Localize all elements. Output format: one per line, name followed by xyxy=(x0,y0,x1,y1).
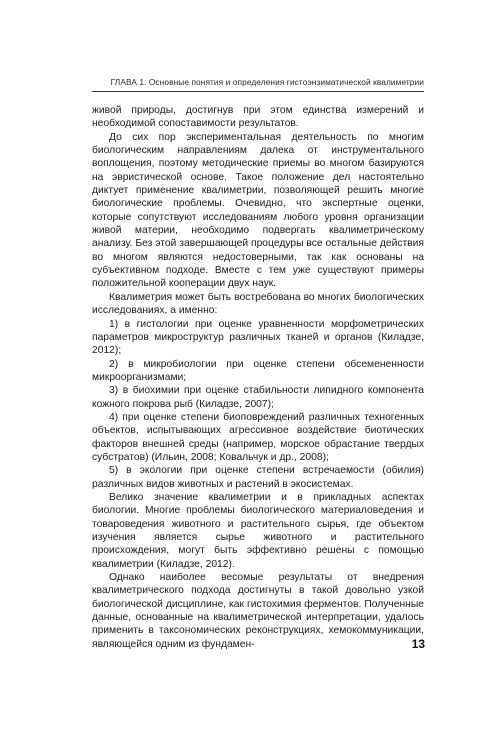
paragraph: живой природы, достигнув при этом единства измерений и необходимой сопоставимости результатов. xyxy=(92,105,424,130)
running-header: ГЛАВА 1. Основные понятия и определения гистоэнзиматической квалиметрии xyxy=(92,77,424,92)
page-body xyxy=(92,104,424,651)
list-item: 2) в микробиологии при оценке степени обсемененности микроорганизмами; xyxy=(92,358,424,383)
paragraph: До сих пор экспериментальная деятельность по многим биологическим направлениям далека от инструментального воплощения, поэтому методические приемы во многом базируются на эвристической основе. Такое положение дел настоятельно диктует применение квалиметрии, позволяющей решить многие биологические проблемы. Очевидно, что экспертные оценки, которые сопутствуют исследованиям любого уровня организации живой материи, необходимо подвергать квалиметрическому анализу. Без этой завершающей процедуры все остальные действия во многом являются недостоверными, так как основаны на субъективном подходе. Вместе с тем уже существуют примеры положительной кооперации двух наук. xyxy=(92,131,424,290)
list-item: 1) в гистологии при оценке уравненности морфометрических параметров микроструктур различных тканей и органов (Киладзе, 2012); xyxy=(92,318,424,357)
page-number: 13 xyxy=(411,637,425,651)
paragraph: Велико значение квалиметрии и в прикладных аспектах биологии. Многие проблемы биологического материаловедения и товароведения животного и растительного сырья, где объектом изучения является сырье животного и растительного происхождения, могут быть эффективно решены с помощью квалиметрии (Киладзе, 2012). xyxy=(92,491,424,570)
list-item: 5) в экологии при оценке степени встречаемости (обилия) различных видов животных и растений в экосистемах. xyxy=(92,465,424,490)
paragraph: Однако наиболее весомые результаты от внедрения квалиметрического подхода достигнуты в такой довольно узкой биологической дисциплине, как гистохимия ферментов. Полученные данные, основанные на квалиметрической интерпретации, удалось применить в таксономических реконструкциях, хемокоммуникации, являющейся одним из фундамен- xyxy=(92,572,424,650)
list-item: 4) при оценке степени биоповреждений различных техногенных объектов, испытывающих агрессивное воздействие биотических факторов внешней среды (например, морское обрастание твердых субстратов) (Ильин, 2008; Ковальчук и др., 2008); xyxy=(92,411,424,463)
paragraph: Квалиметрия может быть востребована во многих биологических исследованиях, а именно: xyxy=(92,291,424,317)
list-item: 3) в биохимии при оценке стабильности липидного компонента кожного покрова рыб (Киладзе, 2007); xyxy=(92,385,424,410)
